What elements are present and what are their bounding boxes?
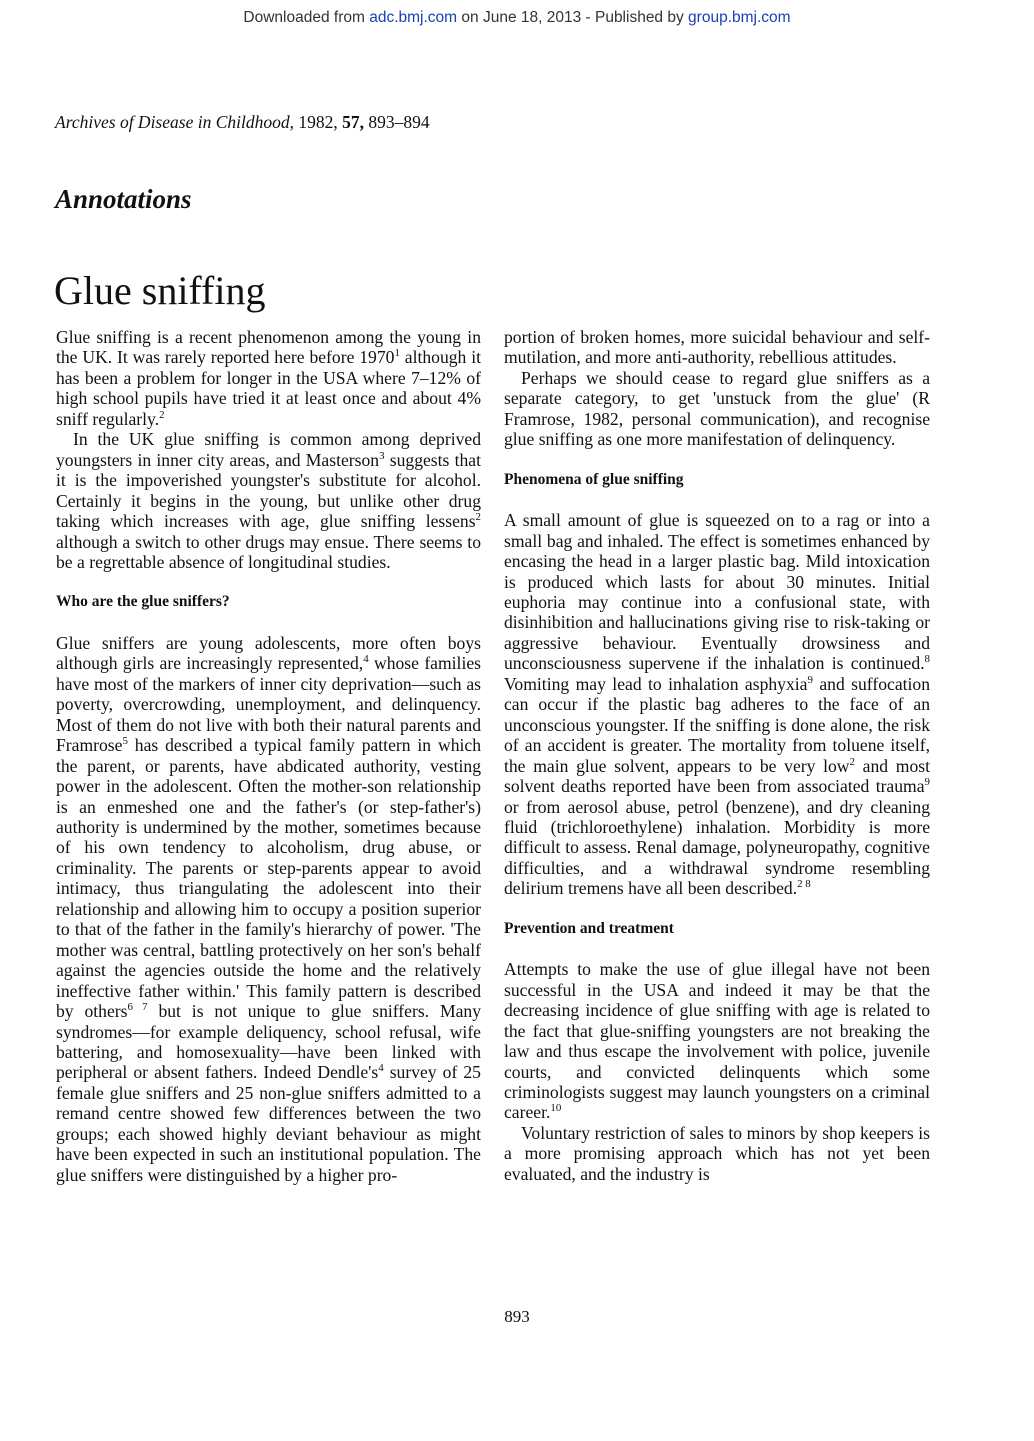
prevention-paragraph: Attempts to make the use of glue illegal have not been successful in the USA and indeed it may be that the decreasing incidence of glue sniffing with age is related to the fact that glue-sniffing youngsters are not breaking the law and thus escape the involvement with police, juvenile courts, and convicted delinquents which some criminologists suggest may launch youngsters on a criminal career.$^{10}$ xyxy=(504,959,930,1123)
reference-marker: 4 xyxy=(363,653,369,666)
reference-marker: 9 xyxy=(924,776,930,789)
heading-who-are-the-glue-sniffers: Who are the glue sniffers? xyxy=(56,593,230,611)
reference-marker: 2 8 xyxy=(797,878,811,891)
reference-marker: 9 xyxy=(807,673,813,686)
reference-marker: 1 xyxy=(394,347,400,360)
banner-middle: on June 18, 2013 - Published by xyxy=(461,9,684,26)
publisher-link[interactable]: group.bmj.com xyxy=(688,9,791,26)
page-number: 893 xyxy=(504,1307,530,1326)
uk-paragraph: In the UK glue sniffing is common among deprived youngsters in inner city areas, and Masterson$^3$ suggests that it is the impoverished youngster's substitute for alcohol. Certainly it begins in the young, but unlike other drug taking which increases with age, glue sniffing lessens$^2$ although a switch to other drugs may ensue. There seems to be a regrettable absence of longitudinal studies. xyxy=(56,429,482,572)
left-column xyxy=(56,327,481,1185)
phenomena-paragraph: A small amount of glue is squeezed on to a rag or into a small bag and inhaled. The effect is sometimes enhanced by encasing the head in a larger plastic bag. Mild intoxication is produced which lasts for about 30 minutes. Initial euphoria may continue into a confusional state, with disinhibition and hallucinations giving rise to risk-taking or aggressive behaviour. Eventually drowsiness and unconsciousness supervene if the inhalation is continued.$^8$ Vomiting may lead to inhalation asphyxia$^9$ and suffocation can occur if the plastic bag adheres to the face of an unconscious youngster. If the sniffing is done alone, the risk of an accident is greater. The mortality from toluene itself, the main glue solvent, appears to be very low$^2$ and most solvent deaths reported have been from associated trauma$^9$ or from aerosol abuse, petrol (benzene), and dry cleaning fluid (trichloroethylene) inhalation. Morbidity is more difficult to assess. Renal damage, polyneuropathy, cognitive difficulties, and a withdrawal syndrome resembling delirium tremens have all been described.$^{2 8}$ xyxy=(504,510,931,899)
continuation-paragraph: portion of broken homes, more suicidal behaviour and self-mutilation, and more anti-authority, rebellious attitudes. xyxy=(504,327,930,368)
reference-marker: 2 xyxy=(849,755,855,768)
section-label: Annotations xyxy=(55,184,192,214)
heading-phenomena: Phenomena of glue sniffing xyxy=(504,470,684,488)
reference-marker: 2 xyxy=(159,408,165,421)
journal-pages: 893–894 xyxy=(368,112,430,132)
heading-prevention: Prevention and treatment xyxy=(504,919,674,937)
download-banner xyxy=(0,9,1034,27)
reference-marker: 10 xyxy=(550,1102,562,1115)
site-link[interactable]: adc.bmj.com xyxy=(369,9,458,26)
delinquency-paragraph: Perhaps we should cease to regard glue sniffers as a separate category, to get 'unstuck from the glue' (R Framrose, 1982, personal communication), and recognise glue sniffing as one more manifestation of delinquency. xyxy=(504,367,930,450)
journal-volume: 57, xyxy=(342,112,364,132)
reference-marker: 6 7 xyxy=(127,1001,148,1014)
voluntary-restriction-paragraph: Voluntary restriction of sales to minors by shop keepers is a more promising approach which has not yet been evaluated, and the industry is xyxy=(504,1122,930,1184)
glue-sniffers-paragraph: Glue sniffers are young adolescents, more often boys although girls are increasingly represented,$^4$ whose families have most of the markers of inner city deprivation—such as poverty, overcrowding, unemployment, and delinquency. Most of them do not live with both their natural parents and Framrose$^5$ has described a typical family pattern in which the parent, or parents, have abdicated authority, vesting power in the adolescent. Often the mother-son relationship is an enmeshed one and the father's (or step-father's) authority is undermined by the mother, sometimes because of his own tendency to alcoholism, drug abuse, or criminality. The parents or step-parents appear to avoid intimacy, thus triangulating the adolescent into their relationship and allowing him to occupy a position superior to that of the father in the family's hierarchy of power. 'The mother was central, battling protectively on her son's behalf against the agencies outside the home and the relatively ineffective father within.' This family pattern is described by others$^{6 7}$ but is not unique to glue sniffers. Many syndromes—for example deliquency, school refusal, wife battering, and homosexuality—have been linked with peripheral or absent fathers. Indeed $Dendle's^4$ survey of 25 female glue sniffers and 25 non-glue sniffers admitted to a remand centre showed few differences between the two groups; each showed highly deviant behaviour as might have been expected in such an institutional population. The glue sniffers were distinguished by a higher pro- xyxy=(56,632,481,1185)
right-column xyxy=(504,327,930,1184)
reference-marker: 5 xyxy=(122,735,128,748)
journal-name: Archives of Disease in Childhood, xyxy=(55,112,294,132)
reference-marker: 8 xyxy=(924,653,930,666)
reference-marker: 3 xyxy=(379,449,385,462)
banner-prefix: Downloaded from xyxy=(243,9,365,26)
article-title: Glue sniffing xyxy=(54,267,266,313)
journal-year: 1982, xyxy=(298,112,338,132)
reference-marker: 2 xyxy=(475,511,481,524)
reference-marker: 4 xyxy=(378,1062,384,1075)
journal-citation xyxy=(55,112,430,133)
intro-paragraph: Glue sniffing is a recent phenomenon among the young in the UK. It was rarely reported here before 1970$^1$ although it has been a problem for longer in the USA where 7–12% of high school pupils have tried it at least once and about 4% sniff regularly.$^2$ xyxy=(56,327,481,429)
